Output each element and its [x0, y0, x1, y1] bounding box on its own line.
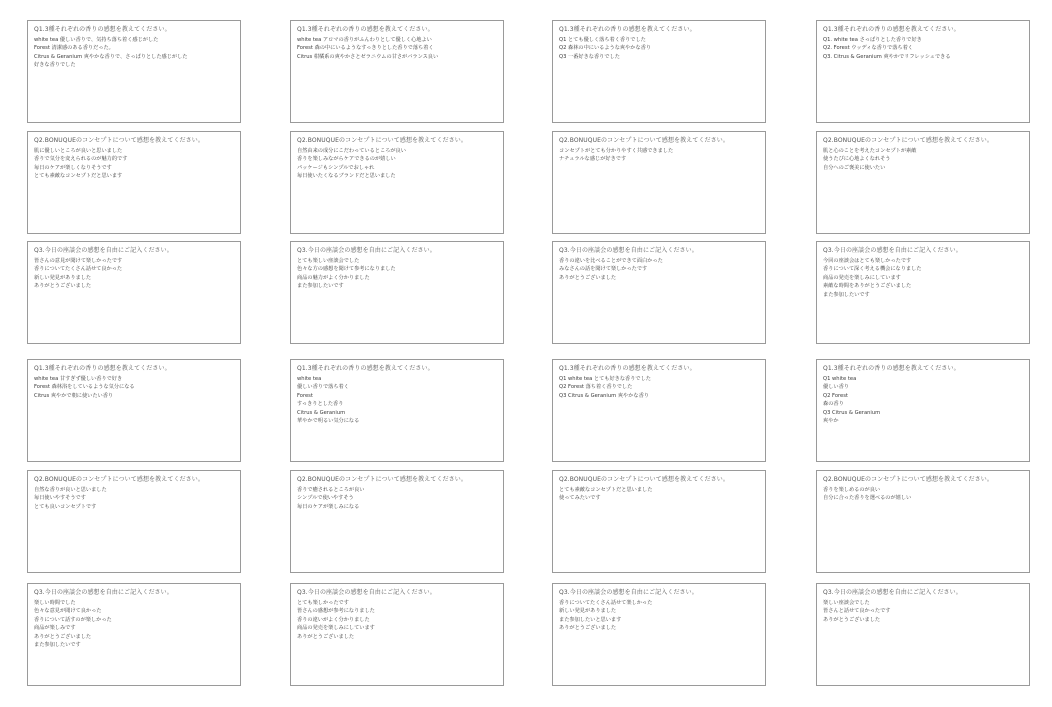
handwritten-answer-line: 毎日使いやすそうです	[34, 495, 86, 502]
handwritten-answer-line: コンセプトがとても分かりやすく共感できました	[559, 148, 674, 154]
questionnaire-sheet	[816, 131, 1030, 234]
handwritten-answer-line: 香りの違いがよく分かりました	[297, 616, 370, 623]
question-heading: Q3.今日の座談会の感想を自由にご記入ください。	[823, 589, 962, 596]
handwritten-answer-line: 毎日使いたくなるブランドだと思いました	[297, 173, 396, 180]
questionnaire-sheet	[816, 241, 1030, 344]
questionnaire-sheet	[27, 583, 241, 686]
question-heading: Q3.今日の座談会の感想を自由にご記入ください。	[823, 247, 962, 254]
questionnaire-sheet	[816, 583, 1030, 686]
handwritten-answer-line: white tea アロマの香りがふんわりとして優しく心地よい	[297, 37, 432, 43]
handwritten-answer-line: 自然由来の成分にこだわっているところが良い	[297, 148, 406, 154]
handwritten-answer-line: すっきりとした香り	[297, 401, 344, 408]
handwritten-answer-line: 香りについてたくさん話せて楽しかった	[559, 600, 653, 606]
handwritten-answer-line: Q1. white tea さっぱりとした香りで好き	[823, 37, 922, 43]
questionnaire-sheet	[552, 470, 766, 573]
handwritten-answer-line: また参加したいと思います	[559, 616, 622, 623]
questionnaire-sheet	[27, 20, 241, 123]
handwritten-answer-line: シンプルで使いやすそう	[297, 495, 354, 502]
handwritten-answer-line: Citrus & Geranium 爽やかな香りで、さっぱりとした感じがした	[34, 53, 188, 60]
questionnaire-sheet	[816, 470, 1030, 573]
question-heading: Q3.今日の座談会の感想を自由にご記入ください。	[559, 589, 698, 596]
questionnaire-sheet	[552, 20, 766, 123]
handwritten-answer-line: 素敵な時間をありがとうございました	[823, 283, 912, 290]
questionnaire-sheet	[290, 241, 504, 344]
questionnaire-sheet	[552, 241, 766, 344]
handwritten-answer-line: みなさんの話を聞けて楽しかったです	[559, 266, 648, 273]
question-heading: Q1.3種それぞれの香りの感想を教えてください。	[297, 365, 434, 372]
handwritten-answer-line: とても楽しい座談会でした	[297, 258, 360, 264]
handwritten-answer-line: 商品が楽しみです	[34, 625, 76, 632]
questionnaire-sheet	[816, 359, 1030, 462]
handwritten-answer-line: ありがとうございました	[34, 633, 92, 640]
question-heading: Q3.今日の座談会の感想を自由にご記入ください。	[34, 247, 173, 254]
question-heading: Q2.BONUQUEのコンセプトについて感想を教えてください。	[297, 137, 467, 144]
handwritten-answer-line: ありがとうございました	[823, 616, 881, 623]
questionnaire-sheet	[290, 583, 504, 686]
question-heading: Q1.3種それぞれの香りの感想を教えてください。	[34, 26, 171, 33]
handwritten-answer-line: とても素敵なコンセプトだと思います	[34, 173, 123, 180]
handwritten-answer-line: Q3 Citrus & Geranium 爽やかな香り	[559, 392, 649, 399]
handwritten-answer-line: 商品の発売を楽しみにしています	[297, 625, 375, 632]
questionnaire-sheet	[552, 583, 766, 686]
handwritten-answer-line: Q1 white tea とても好きな香りでした	[559, 376, 651, 382]
handwritten-answer-line: 自分へのご褒美に使いたい	[823, 164, 886, 171]
handwritten-answer-line: 香りの違いを比べることができて面白かった	[559, 258, 663, 264]
question-heading: Q1.3種それぞれの香りの感想を教えてください。	[34, 365, 171, 372]
handwritten-answer-line: 香りについて話すのが楽しかった	[34, 616, 112, 623]
handwritten-answer-line: とても楽しかったです	[297, 600, 349, 606]
questionnaire-sheet	[27, 359, 241, 462]
handwritten-answer-line: Citrus 柑橘系の爽やかさとゼラニウムの甘さがバランス良い	[297, 53, 439, 60]
question-heading: Q2.BONUQUEのコンセプトについて感想を教えてください。	[823, 137, 993, 144]
handwritten-answer-line: 自分に合った香りを選べるのが嬉しい	[823, 495, 912, 502]
question-heading: Q2.BONUQUEのコンセプトについて感想を教えてください。	[559, 476, 729, 483]
questionnaire-sheet	[290, 470, 504, 573]
question-heading: Q2.BONUQUEのコンセプトについて感想を教えてください。	[823, 476, 993, 483]
handwritten-answer-line: Citrus 爽やかで朝に使いたい香り	[34, 392, 114, 399]
handwritten-answer-line: Q3 一番好きな香りでした	[559, 53, 620, 60]
handwritten-answer-line: 楽しい座談会でした	[823, 600, 870, 606]
handwritten-answer-line: また参加したいです	[34, 642, 81, 649]
question-heading: Q2.BONUQUEのコンセプトについて感想を教えてください。	[34, 137, 204, 144]
handwritten-answer-line: 使うたびに心地よくなれそう	[823, 156, 891, 163]
handwritten-answer-line: 優しい香りで落ち着く	[297, 384, 349, 391]
question-heading: Q3.今日の座談会の感想を自由にご記入ください。	[297, 589, 436, 596]
handwritten-answer-line: Forest 森林浴をしているような気分になる	[34, 384, 135, 391]
handwritten-answer-line: パッケージもシンプルでおしゃれ	[297, 164, 375, 171]
handwritten-answer-line: white tea 甘すぎず優しい香りで好き	[34, 376, 123, 382]
handwritten-answer-line: 優しい香り	[823, 384, 849, 391]
handwritten-answer-line: 森の香り	[823, 401, 844, 408]
handwritten-answer-line: ありがとうございました	[297, 633, 355, 640]
handwritten-answer-line: 毎日のケアが楽しくなりそうです	[34, 164, 112, 171]
handwritten-answer-line: white tea	[297, 376, 322, 382]
handwritten-answer-line: 毎日のケアが楽しみになる	[297, 503, 360, 510]
questionnaire-sheet	[290, 131, 504, 234]
handwritten-answer-line: とても良いコンセプトです	[34, 503, 97, 510]
handwritten-answer-line: Forest	[297, 392, 313, 399]
handwritten-answer-line: 香りを楽しみながらケアできるのが嬉しい	[297, 156, 396, 163]
handwritten-answer-line: Q2 Forest	[823, 392, 848, 399]
question-heading: Q2.BONUQUEのコンセプトについて感想を教えてください。	[559, 137, 729, 144]
handwritten-answer-line: 香りについて深く考える機会になりました	[823, 266, 922, 273]
question-heading: Q1.3種それぞれの香りの感想を教えてください。	[559, 26, 696, 33]
handwritten-answer-line: Q2. Forest ウッディな香りで落ち着く	[823, 45, 913, 52]
handwritten-answer-line: Q2 Forest 落ち着く香りでした	[559, 384, 633, 391]
handwritten-answer-line: 香りで癒されるところが良い	[297, 487, 365, 493]
handwritten-answer-line: 皆さんと話せて良かったです	[823, 608, 891, 615]
question-heading: Q1.3種それぞれの香りの感想を教えてください。	[823, 26, 960, 33]
handwritten-answer-line: 好きな香りでした	[34, 62, 76, 69]
handwritten-answer-line: 香りを楽しめるのが良い	[823, 487, 881, 493]
handwritten-answer-line: 使ってみたいです	[559, 495, 601, 502]
handwritten-answer-line: ありがとうございました	[34, 283, 92, 290]
handwritten-answer-line: Q1 white tea	[823, 376, 857, 382]
questionnaire-sheet	[290, 359, 504, 462]
question-heading: Q1.3種それぞれの香りの感想を教えてください。	[559, 365, 696, 372]
handwritten-answer-line: また参加したいです	[297, 283, 344, 290]
handwritten-answer-line: white tea 優しい香りで、気持ち落ち着く感じがした	[34, 37, 159, 43]
handwritten-answer-line: ありがとうございました	[559, 625, 617, 632]
handwritten-answer-line: とても素敵なコンセプトだと思いました	[559, 487, 653, 493]
question-heading: Q3.今日の座談会の感想を自由にご記入ください。	[559, 247, 698, 254]
handwritten-answer-line: 色々な方の感想を聞けて参考になりました	[297, 266, 396, 273]
handwritten-answer-line: 自然な香りが良いと思いました	[34, 487, 107, 493]
questionnaire-sheet	[816, 20, 1030, 123]
handwritten-answer-line: 肌と心のことを考えたコンセプトが素敵	[823, 148, 917, 154]
handwritten-answer-line: 爽やか	[823, 418, 839, 425]
handwritten-answer-line: 香りで気分を変えられるのが魅力的です	[34, 156, 128, 163]
handwritten-answer-line: Q1 とても優しく落ち着く香りでした	[559, 37, 646, 43]
handwritten-answer-line: Forest 森の中にいるようなすっきりとした香りで落ち着く	[297, 45, 434, 52]
handwritten-answer-line: 商品の魅力がよく分かりました	[297, 274, 370, 281]
handwritten-answer-line: Citrus & Geranium	[297, 409, 346, 416]
question-heading: Q1.3種それぞれの香りの感想を教えてください。	[297, 26, 434, 33]
questionnaire-sheet	[290, 20, 504, 123]
question-heading: Q3.今日の座談会の感想を自由にご記入ください。	[34, 589, 173, 596]
handwritten-answer-line: 今回の座談会はとても楽しかったです	[823, 258, 912, 264]
handwritten-answer-line: 新しい発見がありました	[559, 608, 617, 615]
questionnaire-sheet	[552, 359, 766, 462]
question-heading: Q2.BONUQUEのコンセプトについて感想を教えてください。	[34, 476, 204, 483]
questionnaire-sheet	[27, 131, 241, 234]
handwritten-answer-line: Q2 森林の中にいるような爽やかな香り	[559, 45, 652, 52]
handwritten-answer-line: 商品の発売を楽しみにしています	[823, 274, 901, 281]
handwritten-answer-line: 色々な意見が聞けて良かった	[34, 608, 102, 615]
handwritten-answer-line: また参加したいです	[823, 291, 870, 298]
handwritten-answer-line: 皆さんの意見が聞けて楽しかったです	[34, 258, 123, 264]
questionnaire-sheet	[552, 131, 766, 234]
handwritten-answer-line: 皆さんの感想が参考になりました	[297, 608, 375, 615]
question-heading: Q2.BONUQUEのコンセプトについて感想を教えてください。	[297, 476, 467, 483]
handwritten-answer-line: Q3 Citrus & Geranium	[823, 409, 881, 416]
question-heading: Q1.3種それぞれの香りの感想を教えてください。	[823, 365, 960, 372]
handwritten-answer-line: 香りについてたくさん話せて良かった	[34, 266, 123, 273]
handwritten-answer-line: 楽しい時間でした	[34, 600, 76, 606]
handwritten-answer-line: 新しい発見がありました	[34, 274, 92, 281]
questionnaire-sheet	[27, 470, 241, 573]
handwritten-answer-line: ナチュラルな感じが好きです	[559, 156, 627, 163]
questionnaire-sheet	[27, 241, 241, 344]
handwritten-answer-line: Q3. Citrus & Geranium 爽やかでリフレッシュできる	[823, 53, 951, 60]
handwritten-answer-line: 華やかで明るい気分になる	[297, 418, 360, 425]
handwritten-answer-line: ありがとうございました	[559, 274, 617, 281]
handwritten-answer-line: 肌に優しいところが良いと思いました	[34, 148, 123, 154]
question-heading: Q3.今日の座談会の感想を自由にご記入ください。	[297, 247, 436, 254]
handwritten-answer-line: Forest 清潔感のある香りだった。	[34, 45, 114, 52]
